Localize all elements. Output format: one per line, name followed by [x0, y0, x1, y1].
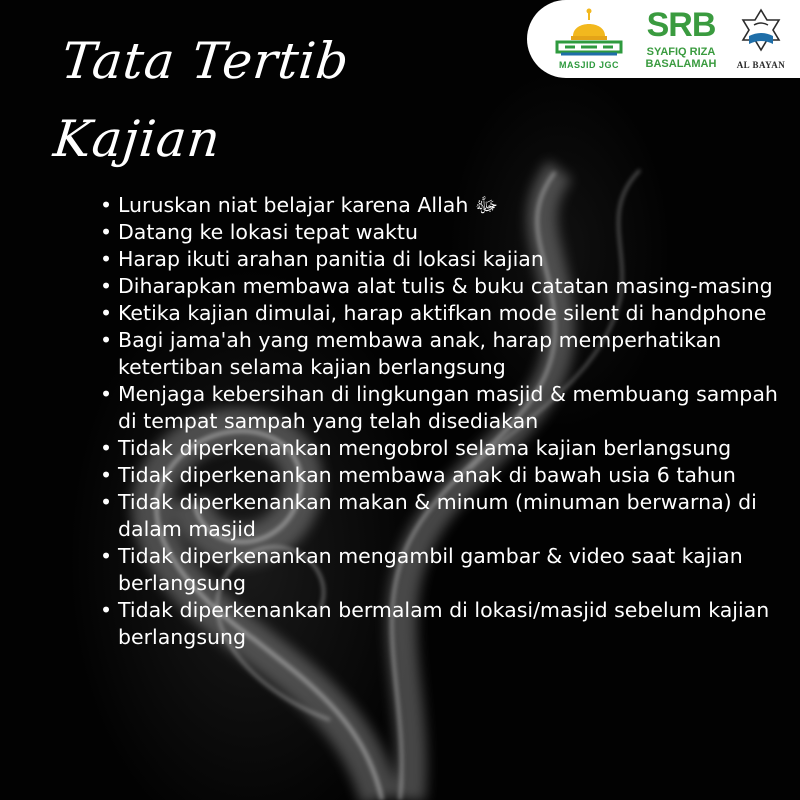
- logo-panel: [527, 0, 800, 78]
- jgc-caption: MASJID JGC: [558, 60, 619, 70]
- srb-name-line-1: SYAFIQ RIZA: [646, 46, 716, 58]
- rule-item: • Tidak diperkenankan mengobrol selama kajian berlangsung: [100, 435, 780, 462]
- srb-name-line-2: BASALAMAH: [645, 58, 717, 70]
- rule-item: • Tidak diperkenankan bermalam di lokasi/masjid sebelum kajian berlangsung: [100, 597, 780, 651]
- rule-item: • Bagi jama'ah yang membawa anak, harap memperhatikan ketertiban selama kajian berlangsung: [100, 327, 780, 381]
- srb-mark: SRB: [646, 6, 716, 44]
- rule-item: • Diharapkan membawa alat tulis & buku catatan masing-masing: [100, 273, 780, 300]
- rules-list: [100, 192, 780, 651]
- rule-item: • Menjaga kebersihan di lingkungan masjid & membuang sampah di tempat sampah yang telah disediakan: [100, 381, 780, 435]
- al-bayan-caption: AL BAYAN: [736, 60, 786, 70]
- rule-item: • Harap ikuti arahan panitia di lokasi kajian: [100, 246, 780, 273]
- title-line-2: Kajian: [50, 110, 224, 168]
- title-line-1: Tata Tertib: [59, 32, 353, 90]
- rule-item: • Luruskan niat belajar karena Allah ﷻ: [100, 192, 780, 219]
- book-star-icon: [731, 6, 791, 56]
- mosque-dome-icon: [551, 6, 627, 58]
- page-title: [50, 22, 386, 178]
- al-bayan-logo: [731, 6, 791, 72]
- rule-item: • Tidak diperkenankan membawa anak di bawah usia 6 tahun: [100, 462, 780, 489]
- rule-item: • Tidak diperkenankan mengambil gambar & video saat kajian berlangsung: [100, 543, 780, 597]
- masjid-jgc-logo: [551, 6, 627, 72]
- rule-item: • Tidak diperkenankan makan & minum (minuman berwarna) di dalam masjid: [100, 489, 780, 543]
- srb-logo: [635, 6, 727, 72]
- rule-item: • Ketika kajian dimulai, harap aktifkan mode silent di handphone: [100, 300, 780, 327]
- rule-item: • Datang ke lokasi tepat waktu: [100, 219, 780, 246]
